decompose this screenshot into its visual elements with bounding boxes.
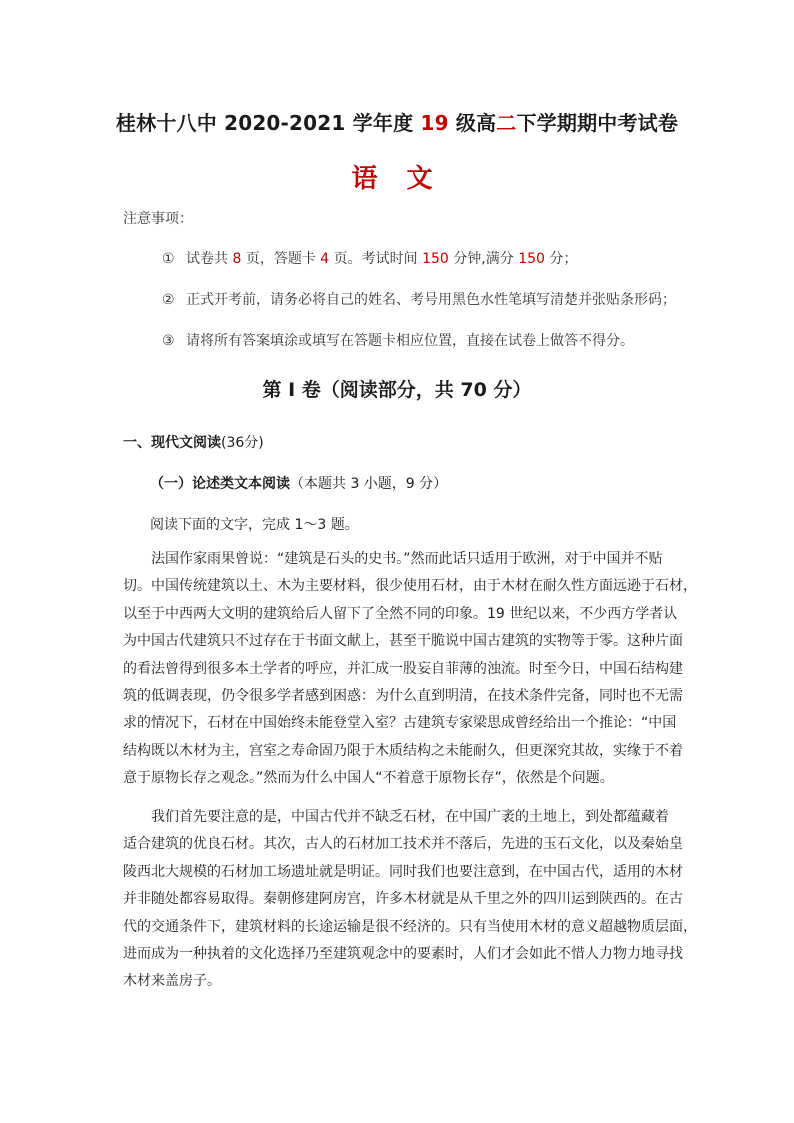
paragraph-line: 求的情况下，石材在中国始终未能登堂入室？古建筑专家梁思成曾经给出一个推论：“中国 [123,715,677,732]
header-title-grade: 19 [420,111,449,135]
paragraph-line: 代的交通条件下，建筑材料的长途运输是很不经济的。只有当使用木材的意义超越物质层面， [123,918,697,935]
notes-label: 注意事项： [123,211,193,227]
sub-part-heading [150,473,447,493]
note-time-value: 150 [422,251,449,267]
note-number: ① [162,251,175,267]
paragraph-line: 我们首先要注意的是，中国古代并不缺乏石材，在中国广袤的土地上，到处都蕴藏着 [123,809,669,825]
note-card-pages-value: 4 [320,251,330,267]
part-one-label: 一、现代文阅读 [123,435,221,451]
paragraph-line: 适合建筑的优良石材。其次，古人的石材加工技术并不落后，先进的玉石文化，以及秦始皇 [123,836,683,853]
note-item-1 [162,248,577,268]
note-text: 页。考试时间 [329,251,423,267]
note-text: 试卷共 [186,251,233,267]
note-number: ② [162,292,175,308]
reading-instruction: 阅读下面的文字，完成 1～3 题。 [150,517,359,533]
header-title-grade-level: 二 [496,111,517,135]
exam-header-title [0,107,794,136]
paragraph-line: 为中国古代建筑只不过存在于书面文献上，甚至干脆说中国古建筑的实物等于零。这种片面 [123,633,683,650]
subject-title: 语 文 [351,164,443,194]
paragraph-line: 以至于中西两大文明的建筑给后人留下了全然不同的印象。19 世纪以来，不少西方学者认 [123,605,678,622]
paragraph-line: 木材来盖房子。 [123,973,221,990]
note-score-value: 150 [518,251,545,267]
paragraph-line: 结构既以木材为主，宫室之寿命固乃限于木质结构之未能耐久，但更深究其故，实缘于不着 [123,742,683,759]
header-title-part3: 下学期期中考试卷 [516,111,679,135]
paragraph-line: 并非随处都容易取得。秦朝修建阿房宫，许多木材就是从千里之外的四川运到陕西的。在古 [123,891,683,908]
note-text: 页，答题卡 [241,251,321,267]
note-text: 正式开考前，请务必将自己的姓名、考号用黑色水性笔填写清楚并张贴条形码； [186,292,676,308]
note-item-3 [162,330,634,350]
paragraph-line: 筑的低调表现，仍令很多学者感到困惑：为什么直到明清，在技术条件完备，同时也不无需 [123,687,683,704]
paragraph-line: 切。中国传统建筑以土、木为主要材料，很少使用石材，由于木材在耐久性方面远逊于石材， [123,578,697,595]
note-text: 请将所有答案填涂或填写在答题卡相应位置，直接在试卷上做答不得分。 [186,333,634,349]
header-title-part1: 桂林十八中 2020-2021 学年度 [115,111,421,135]
paragraph-line: 法国作家雨果曾说：“建筑是石头的史书。”然而此话只适用于欧洲，对于中国并不贴 [123,551,663,567]
paragraph-line: 进而成为一种执着的文化选择乃至建筑观念中的要素时，人们才会如此不惜人力物力地寻找 [123,945,683,962]
sub-part-detail: （本题共 3 小题，9 分） [290,476,448,492]
note-pages-value: 8 [232,251,242,267]
note-number: ③ [162,333,175,349]
note-item-2 [162,289,676,309]
passage-paragraph-2 [123,804,697,996]
part-one-heading [123,432,264,452]
paragraph-line: 陵西北大规模的石材加工场遗址就是明证。同时我们也要注意到，在中国古代，适用的木材 [123,863,683,880]
note-text: 分； [544,251,578,267]
sub-part-label: （一）论述类文本阅读 [150,476,290,492]
header-title-part2: 级高 [448,111,497,135]
part-one-score: (36分) [221,435,264,451]
section-title: 第 I 卷（阅读部分，共 70 分） [262,379,532,401]
paragraph-line: 的看法曾得到很多本土学者的呼应，并汇成一股妄自菲薄的浊流。时至今日，中国石结构建 [123,660,683,677]
paragraph-line: 意于原物长存之观念。”然而为什么中国人“不着意于原物长存”，依然是个问题。 [123,770,614,787]
note-text: 分钟,满分 [448,251,519,267]
passage-paragraph-1 [123,546,697,793]
